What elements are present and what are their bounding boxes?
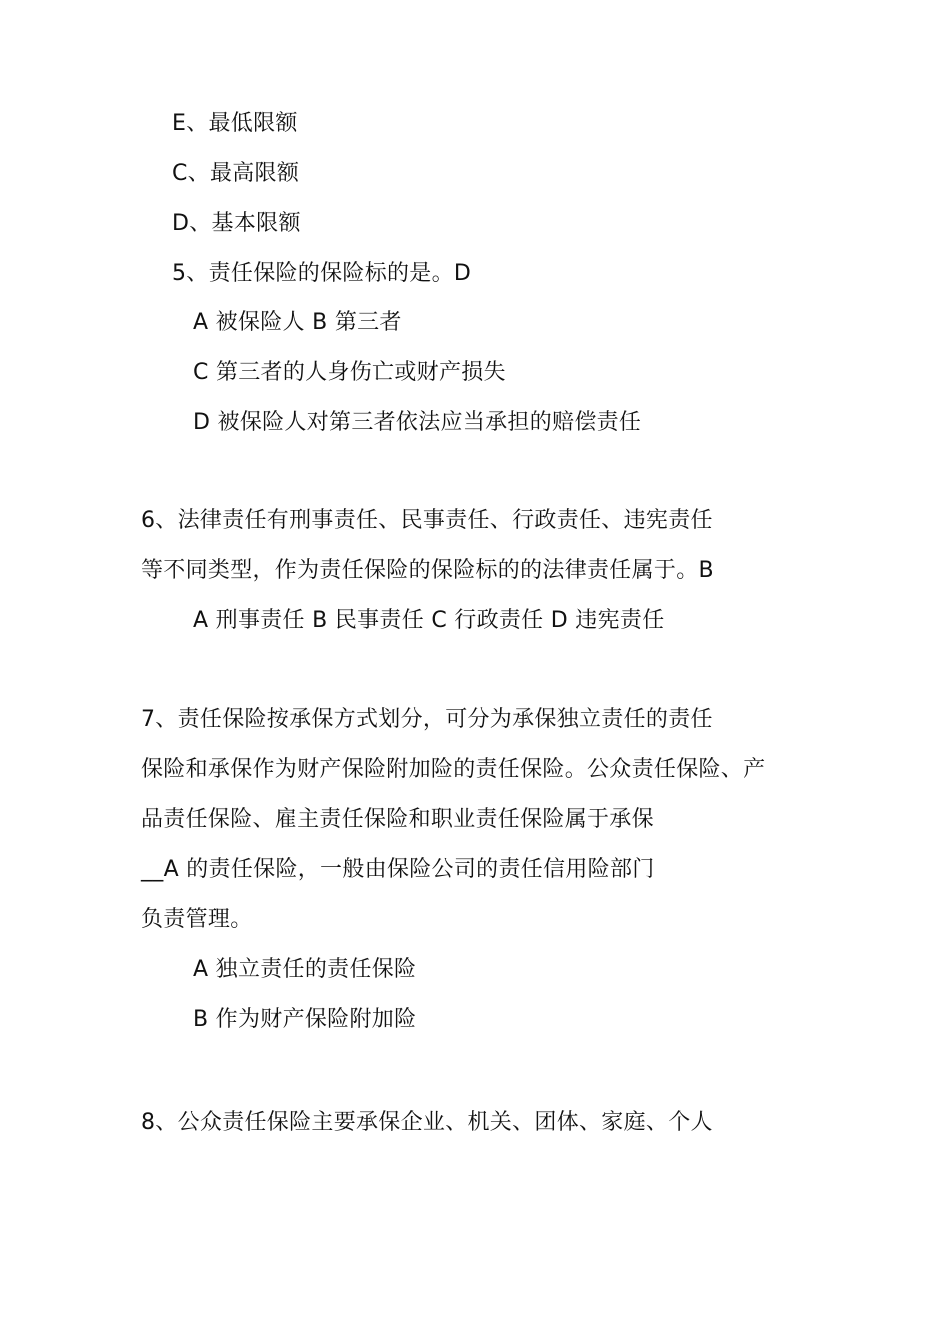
question-7-line-1: 7、责任保险按承保方式划分，可分为承保独立责任的责任: [141, 707, 713, 732]
question-7-line-4: __A 的责任保险，一般由保险公司的责任信用险部门: [141, 857, 655, 882]
question-6-options: A 刑事责任 B 民事责任 C 行政责任 D 违宪责任: [193, 608, 665, 633]
question-7-line-5: 负责管理。: [141, 907, 253, 932]
question-6-line-2: 等不同类型，作为责任保险的保险标的的法律责任属于。B: [141, 558, 714, 583]
option-e-lowest-limit: E、最低限额: [172, 111, 298, 136]
question-6-line-1: 6、法律责任有刑事责任、民事责任、行政责任、违宪责任: [141, 508, 713, 533]
question-7-line-2: 保险和承保作为财产保险附加险的责任保险。公众责任保险、产: [141, 757, 766, 782]
question-5: 5、责任保险的保险标的是。D: [172, 261, 472, 286]
question-8-line-1: 8、公众责任保险主要承保企业、机关、团体、家庭、个人: [141, 1110, 713, 1135]
question-7-line-3: 品责任保险、雇主责任保险和职业责任保险属于承保: [141, 807, 654, 832]
question-5-option-d: D 被保险人对第三者依法应当承担的赔偿责任: [193, 410, 642, 435]
question-7-option-a: A 独立责任的责任保险: [193, 957, 417, 982]
option-c-highest-limit: C、最高限额: [172, 161, 300, 186]
question-7-option-b: B 作为财产保险附加险: [193, 1007, 417, 1032]
option-d-basic-limit: D、基本限额: [172, 211, 301, 236]
question-5-option-c: C 第三者的人身伤亡或财产损失: [193, 360, 506, 385]
question-5-options-ab: A 被保险人 B 第三者: [193, 310, 402, 335]
